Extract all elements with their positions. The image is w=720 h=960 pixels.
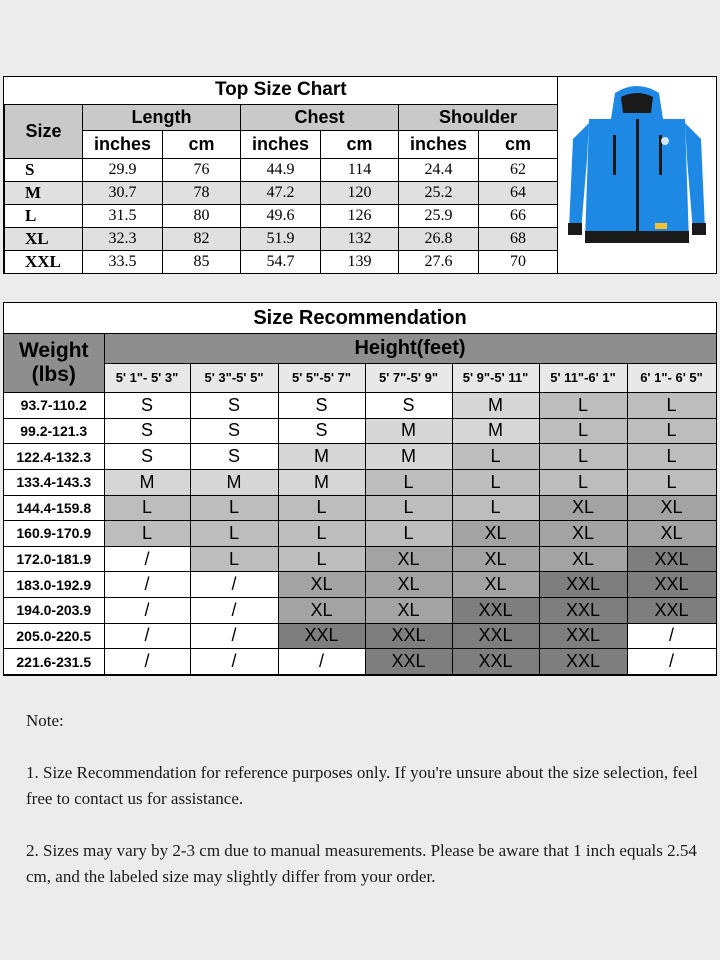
size-cell: / [190,649,278,675]
shoulder-inches-header: inches [399,130,479,158]
size-cell: XXL [452,649,539,675]
size-cell: S [278,418,365,444]
measurement-cell: 68 [479,227,558,250]
table-row [5,227,558,250]
size-cell: XL [539,546,627,572]
size-cell: S [190,444,278,470]
size-cell: S [278,393,365,419]
size-cell: XXL [452,623,539,649]
size-cell: XL [452,521,539,547]
table-row [4,469,716,495]
size-cell: XL [452,546,539,572]
chest-inches-header: inches [241,130,321,158]
size-cell: S [104,444,190,470]
note-item-1: 1. Size Recommendation for reference purposes only. If you're unsure about the size selection, feel free to contact us for assistance. [26,763,698,808]
size-cell: L [539,418,627,444]
height-range-header: 5' 7"-5' 9" [365,363,452,393]
size-cell: / [104,598,190,624]
measurement-cell: 51.9 [241,227,321,250]
table-row [4,572,716,598]
measurement-cell: 24.4 [399,158,479,181]
size-cell: / [190,623,278,649]
top-size-chart [3,76,717,274]
height-range-header: 5' 11"-6' 1" [539,363,627,393]
weight-range: 122.4-132.3 [4,444,104,470]
size-cell: / [627,649,716,675]
size-recommendation [3,302,717,676]
size-cell: / [190,598,278,624]
size-cell: L [104,521,190,547]
length-inches-header: inches [83,130,163,158]
size-cell: L [365,495,452,521]
measurement-cell: 44.9 [241,158,321,181]
measurement-cell: 78 [163,181,241,204]
size-recommendation-table [4,303,717,675]
size-cell: XL [278,572,365,598]
size-cell: L [627,418,716,444]
height-range-header: 5' 1"- 5' 3" [104,363,190,393]
size-cell: XL [365,546,452,572]
size-label: XL [5,227,83,250]
table-row [5,250,558,273]
size-cell: L [365,469,452,495]
height-header: Height(feet) [104,334,716,364]
size-cell: S [104,393,190,419]
weight-range: 133.4-143.3 [4,469,104,495]
measurement-cell: 49.6 [241,204,321,227]
size-cell: XL [539,521,627,547]
weight-range: 144.4-159.8 [4,495,104,521]
weight-range: 194.0-203.9 [4,598,104,624]
size-cell: L [190,521,278,547]
size-cell: L [539,393,627,419]
size-column-header: Size [5,104,83,158]
size-cell: L [452,495,539,521]
size-cell: S [190,393,278,419]
measurement-cell: 132 [321,227,399,250]
size-cell: L [190,546,278,572]
shoulder-cm-header: cm [479,130,558,158]
table-row [4,393,716,419]
length-header: Length [83,104,241,130]
weight-range: 183.0-192.9 [4,572,104,598]
size-cell: / [104,546,190,572]
size-cell: L [278,546,365,572]
size-cell: / [104,649,190,675]
size-cell: XXL [539,598,627,624]
height-range-header: 6' 1"- 6' 5" [627,363,716,393]
size-cell: XL [539,495,627,521]
weight-label: Weight [18,339,89,363]
measurement-cell: 29.9 [83,158,163,181]
size-label: XXL [5,250,83,273]
size-label: L [5,204,83,227]
measurement-cell: 76 [163,158,241,181]
weight-range: 93.7-110.2 [4,393,104,419]
shoulder-header: Shoulder [399,104,558,130]
table-row [4,546,716,572]
size-cell: XXL [539,623,627,649]
size-cell: XXL [539,572,627,598]
size-cell: S [104,418,190,444]
recommendation-title: Size Recommendation [4,303,716,334]
size-cell: M [104,469,190,495]
weight-range: 205.0-220.5 [4,623,104,649]
measurement-cell: 66 [479,204,558,227]
size-cell: L [104,495,190,521]
notes-section [26,708,706,916]
top-size-table [4,77,558,274]
size-cell: XL [365,598,452,624]
table-row [4,598,716,624]
size-cell: / [190,572,278,598]
measurement-cell: 26.8 [399,227,479,250]
table-row [4,418,716,444]
size-cell: M [452,393,539,419]
table-row [5,158,558,181]
measurement-cell: 114 [321,158,399,181]
table-row [4,649,716,675]
size-cell: M [365,444,452,470]
size-cell: L [190,495,278,521]
weight-range: 172.0-181.9 [4,546,104,572]
size-cell: XXL [452,598,539,624]
size-cell: M [278,444,365,470]
size-cell: L [627,444,716,470]
measurement-cell: 70 [479,250,558,273]
size-cell: L [278,495,365,521]
measurement-cell: 85 [163,250,241,273]
note-item-2: 2. Sizes may vary by 2-3 cm due to manual measurements. Please be aware that 1 inch equals 2.54 cm, and the labeled size may slightly differ from your order. [26,841,697,886]
size-cell: XXL [627,546,716,572]
size-cell: XXL [278,623,365,649]
size-cell: XXL [365,649,452,675]
height-range-header: 5' 9"-5' 11" [452,363,539,393]
measurement-cell: 33.5 [83,250,163,273]
weight-range: 99.2-121.3 [4,418,104,444]
size-label: M [5,181,83,204]
table-row [5,204,558,227]
size-cell: XXL [627,572,716,598]
size-cell: S [190,418,278,444]
size-cell: L [452,469,539,495]
weight-range: 221.6-231.5 [4,649,104,675]
measurement-cell: 54.7 [241,250,321,273]
measurement-cell: 82 [163,227,241,250]
measurement-cell: 47.2 [241,181,321,204]
size-cell: M [365,418,452,444]
weight-range: 160.9-170.9 [4,521,104,547]
measurement-cell: 27.6 [399,250,479,273]
size-cell: XL [452,572,539,598]
size-cell: L [627,469,716,495]
size-cell: / [104,623,190,649]
size-label: S [5,158,83,181]
table-row [4,495,716,521]
top-chart-title: Top Size Chart [5,77,558,104]
measurement-cell: 139 [321,250,399,273]
chest-cm-header: cm [321,130,399,158]
size-cell: M [278,469,365,495]
size-cell: S [365,393,452,419]
size-cell: XXL [539,649,627,675]
measurement-cell: 120 [321,181,399,204]
table-row [4,521,716,547]
table-row [4,623,716,649]
size-cell: XL [365,572,452,598]
measurement-cell: 31.5 [83,204,163,227]
height-range-header: 5' 5"-5' 7" [278,363,365,393]
size-cell: M [452,418,539,444]
size-cell: L [539,469,627,495]
table-row [4,444,716,470]
size-cell: / [627,623,716,649]
size-cell: XL [627,495,716,521]
measurement-cell: 80 [163,204,241,227]
notes-heading: Note: [26,711,64,730]
size-cell: XXL [627,598,716,624]
table-row [5,181,558,204]
size-cell: L [365,521,452,547]
size-cell: XL [278,598,365,624]
height-range-header: 5' 3"-5' 5" [190,363,278,393]
measurement-cell: 30.7 [83,181,163,204]
size-cell: L [539,444,627,470]
size-cell: XXL [365,623,452,649]
measurement-cell: 64 [479,181,558,204]
size-cell: XL [627,521,716,547]
measurement-cell: 25.2 [399,181,479,204]
size-cell: / [104,572,190,598]
size-cell: L [278,521,365,547]
length-cm-header: cm [163,130,241,158]
size-cell: L [452,444,539,470]
measurement-cell: 25.9 [399,204,479,227]
size-cell: L [627,393,716,419]
measurement-cell: 126 [321,204,399,227]
measurement-cell: 62 [479,158,558,181]
size-cell: M [190,469,278,495]
size-cell: / [278,649,365,675]
weight-header [4,334,104,393]
weight-unit: (lbs) [31,363,76,387]
measurement-cell: 32.3 [83,227,163,250]
chest-header: Chest [241,104,399,130]
jacket-image [559,79,715,271]
